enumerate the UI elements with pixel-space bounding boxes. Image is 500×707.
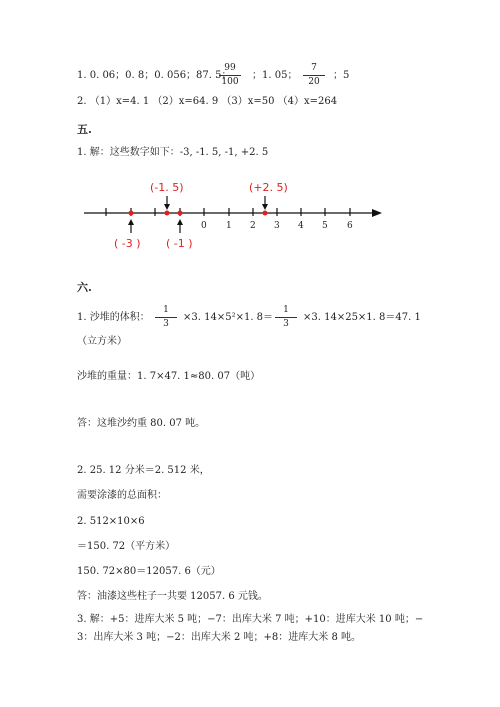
q2-line-1: 2. 25. 12 分米＝2. 512 米，: [77, 465, 210, 476]
q4-line1-part-c: ；5: [333, 70, 350, 81]
section-heading-5: 五.: [77, 123, 92, 136]
answer-sand-weight: 答：这堆沙约重 80. 07 吨。: [77, 418, 206, 429]
q2-line-3: 2. 512×10×6: [77, 516, 145, 527]
number-line-label-plus-2-5: (+2. 5): [249, 181, 288, 194]
q2-line-5: 150. 72×80＝12057. 6（元）: [77, 566, 221, 577]
q2-line-4: ＝150. 72（平方米）: [77, 541, 176, 552]
fraction-denominator: 3: [283, 319, 289, 329]
tick-label-1: 1: [226, 221, 232, 231]
number-line-label-minus-1-5: (-1. 5): [150, 181, 184, 194]
fraction-denominator: 100: [221, 77, 239, 87]
q2-line-2: 需要涂漆的总面积：: [77, 490, 167, 501]
q4-line1-part-a: 1. 0. 06；0. 8；0. 056；87. 5；: [77, 70, 232, 81]
tick-label-0: 0: [201, 221, 207, 231]
fraction-1-3: [155, 305, 177, 330]
q3-line-2: 3：出库大米 3 吨；−2：出库大米 2 吨；+8：进库大米 8 吨。: [77, 632, 362, 643]
section-heading-6: 六.: [77, 281, 92, 294]
q4-line1-part-b: ；1. 05；: [252, 70, 298, 81]
tick-label-3: 3: [274, 221, 280, 231]
fraction-bar: [275, 317, 297, 318]
fraction-numerator: 7: [311, 63, 317, 73]
number-line-label-minus-3: ( -3 ): [114, 237, 141, 250]
fraction-denominator: 3: [163, 319, 169, 329]
tick-label-4: 4: [298, 221, 304, 231]
number-line-intro: 1. 解：这些数字如下：-3, -1. 5, -1, +2. 5: [77, 147, 269, 158]
sand-weight: 沙堆的重量：1. 7×47. 1≈80. 07（吨）: [77, 371, 261, 382]
tick-label-6: 6: [347, 221, 353, 231]
fraction-numerator: 99: [224, 63, 236, 73]
fraction-denominator: 20: [308, 77, 320, 87]
volume-rest: ×3. 14×25×1. 8＝47. 1: [303, 312, 421, 323]
tick-label-2: 2: [250, 221, 256, 231]
tick-label-5: 5: [322, 221, 328, 231]
fraction-numerator: 1: [163, 305, 169, 315]
q3-line-1: 3. 解：+5：进库大米 5 吨；−7：出库大米 7 吨；+10：进库大米 10 吨；−: [77, 614, 424, 625]
fraction-numerator: 1: [283, 305, 289, 315]
fraction-bar: [155, 317, 177, 318]
number-line-label-minus-1: ( -1 ): [166, 237, 193, 250]
answer-paint-cost: 答：油漆这些柱子一共要 12057. 6 元钱。: [77, 591, 268, 602]
volume-middle: ×3. 14×5²×1. 8＝: [183, 312, 274, 323]
fraction-1-3-second: [275, 305, 297, 330]
q4-line2: 2. （1）x=4. 1 （2）x=64. 9 （3）x=50 （4）x=264: [77, 96, 338, 107]
volume-unit: （立方米）: [77, 336, 127, 347]
volume-prefix: 1. 沙堆的体积：: [77, 312, 150, 323]
